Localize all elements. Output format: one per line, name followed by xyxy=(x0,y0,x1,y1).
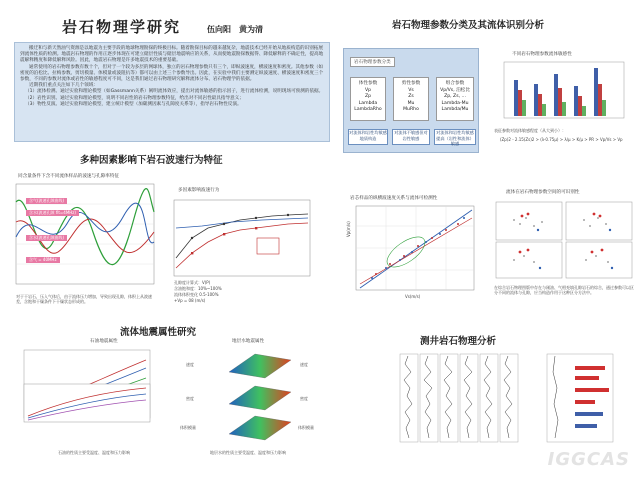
sensitivity-bar-chart xyxy=(500,60,630,122)
velocity-porosity-chart xyxy=(8,170,158,310)
category-shear xyxy=(393,77,429,121)
intro-item-1: （1）流体检测。通过实验和理论模型（如Gassmann关系）阐明流体效应，提出对流体敏感的指示因子，进行流体检测，说明现场可预测的依据。 xyxy=(25,89,324,95)
eq-3: 流体体积变化 0.5-100% xyxy=(174,292,219,297)
label-modulus-right: 体积模量 xyxy=(298,425,314,430)
scatter-title: 岩芯样品的纵横波速度关系与流体可检测性 xyxy=(350,196,438,201)
legend-pink-2: 含水(波速孔隙 fit=4MHz) xyxy=(26,210,79,216)
desc-bulk: 对流体和岩性均敏感地质构造 xyxy=(348,129,388,145)
cat-shear-p3: Mu xyxy=(407,100,415,106)
label-velocity-right: 速度 xyxy=(300,362,308,367)
label-density-right: 密度 xyxy=(300,396,308,401)
formula: (Zp)2 - 2.15(Zs)2 > (λ·0.75μ) > λ/μ > K/μ > PR > Vp/Vs > Vp xyxy=(500,137,623,142)
legend-pink-1: 含气(波速孔隙曲线) xyxy=(26,198,67,204)
category-combined xyxy=(436,77,474,121)
cat-bulk-p2: Zp xyxy=(364,94,372,99)
section-title-logging: 测井岩石物理分析 xyxy=(420,336,497,347)
velocity-chart-caption: 对于干岩石，压入气体后，由于流体压力增加，导致出现孔隙，体积上从波速差，含饱和干燥条件下干燥状态形成的。 xyxy=(16,294,152,304)
cat-combined-p4: Lambda/Mu xyxy=(441,107,469,112)
eq-4: +Vp = 08 (m/s) xyxy=(174,298,206,303)
sensitivity-chart-title: 不同岩石物理参数流体敏感性 xyxy=(512,52,572,57)
intro-item-3: （3）物性反演。通过实验和理论模型，建立统计模型（加碳测因素与孔隙度关系等），指导岩石物性反演。 xyxy=(25,101,242,107)
label-density-left: 密度 xyxy=(186,396,194,401)
oil-caption: 石油的性质主要受温度、温度和压力影响 xyxy=(58,450,130,455)
crossplot-title: 流体在岩石物理参数空间的可识别性 xyxy=(506,190,580,195)
oil-attr-chart-2 xyxy=(22,382,172,424)
vp-vs-scatter xyxy=(346,204,476,294)
water-caption: 地层水的性质主要受温度、温度和压力影响 xyxy=(210,450,286,455)
cat-combined-name: 组合参数 xyxy=(445,81,465,86)
authors: 伍向阳 黄为清 xyxy=(207,25,263,34)
cat-shear-p1: Vs xyxy=(408,87,414,93)
desc-shear: 对流体不敏感但对岩性敏感 xyxy=(392,129,430,145)
classification-panel xyxy=(343,48,479,153)
desc-combined: 对流体和岩性均敏感提高（岩性和流体）敏感 xyxy=(434,129,476,145)
formula-note: 表征参数对流体敏感程度（从大到小）： xyxy=(494,128,566,133)
cat-shear-name: 剪性参数 xyxy=(401,81,421,86)
surface-plot-velocity xyxy=(225,350,295,380)
crossplot-panels xyxy=(494,200,634,280)
eq-1: 孔隙度计算式：V(P) xyxy=(174,280,211,285)
intro-paragraph-3: 近期我们重点关注如下几个领域： xyxy=(29,83,98,89)
cat-shear-p4: MuRho xyxy=(403,107,419,112)
velocity-chart-title: 同含量条件下含不同流体样品的波速与孔隙率特征 xyxy=(18,174,120,179)
multi-factor-svg xyxy=(162,198,312,278)
intro-paragraph-2: 通常使用的岩石物理参数有数十个，但对于一个较为多层的网球体，独立的岩石物理参数只有三个，即纵波速度，横波速度和密度。其他参数（如密度的泊松比、拉梅参数、剪切模量、体模量或波阻抗等）都可以由上述三个参数导出。因此，在实验中我们主要测定纵波速度、横波速度和密度三个参数，不同的参数对流体或岩性的敏感程度可不同，这是我们通过岩石物理研究解释流体分布、岩石物理学的依据。 xyxy=(20,64,324,83)
watermark-logo: IGGCAS xyxy=(547,449,630,470)
multi-factor-title: 多因素影响波速行为 xyxy=(178,188,220,193)
label-velocity-left: 速度 xyxy=(186,362,194,367)
legend-pink-3: 含水(波速孔隙曲线) xyxy=(26,235,67,241)
label-modulus-left: 体积模量 xyxy=(180,425,196,430)
multi-factor-chart xyxy=(162,188,312,310)
plot-frame xyxy=(174,200,310,276)
surface-plot-modulus xyxy=(225,412,295,442)
water-attr-title: 地层水地震属性 xyxy=(232,339,265,344)
well-log-tracks xyxy=(398,352,528,444)
section-title-fluid: 流体地震属性研究 xyxy=(120,327,197,338)
classification-panel-title: 岩石物理参数分类 xyxy=(350,57,395,67)
intro-text-block xyxy=(14,42,330,142)
well-log-bars xyxy=(545,352,615,444)
section-title-velocity: 多种因素影响下岩石波速行为特征 xyxy=(80,155,223,166)
intro-paragraph-1: 搬迁和与新天然油气资源是以地震为主要手段的地球物理勘探的终极目标。随着勘探目标的越来越复杂，地震技术已经开始从地质构造的识别拓展到流体性质的检测。地震岩石物理的作用正逐步体现在可建立储层性质与储层地震响应的关系，从而使地震勘探数据得、降低解释的不确定性，提高地震解释精度和降低解释风险。因此，地震岩石物理是许多地震技术的重要基础。 xyxy=(20,46,324,64)
intro-item-2: （2）岩性识别。通过实验和理论模型，说明不同岩性的岩石物理参数特征，给出对不同岩性最具指导意义； xyxy=(25,95,244,101)
cat-bulk-name: 体性参数 xyxy=(358,81,378,86)
cat-bulk-p3: Lambda xyxy=(358,100,378,106)
cat-bulk-p4: LambdaRho xyxy=(354,107,382,112)
eq-2: 含油饱和度：10%~100% xyxy=(174,286,222,291)
oil-attr-title: 石油地震属性 xyxy=(90,339,118,344)
section-title-classification: 岩石物理参数分类及其流体识别分析 xyxy=(392,20,545,31)
surface-plot-density xyxy=(225,382,295,412)
page-title: 岩石物理学研究 xyxy=(62,18,182,36)
scatter-ylabel: Vp(m/s) xyxy=(346,221,351,237)
cat-bulk-p1: Vp xyxy=(364,87,372,93)
legend-pink-4: 含气 = 40MHz xyxy=(26,257,60,263)
cat-combined-p3: Lambda-Mu xyxy=(441,100,469,106)
cat-combined-p2: Zp, Zs, ... xyxy=(444,94,466,99)
crossplot-caption: 在综合岩石物理图版中存在与刚油、气相充填孔隙岩石的综合，通过参数可以区分不同的流体与孔隙，应当构造作用于这种区分方法中。 xyxy=(494,285,634,295)
cat-shear-p2: Zs xyxy=(408,94,414,99)
scatter-xlabel: Vs(m/s) xyxy=(405,294,421,299)
category-bulk xyxy=(350,77,386,121)
cat-combined-p1: Vp/Vs, 泊松比 xyxy=(440,87,470,93)
